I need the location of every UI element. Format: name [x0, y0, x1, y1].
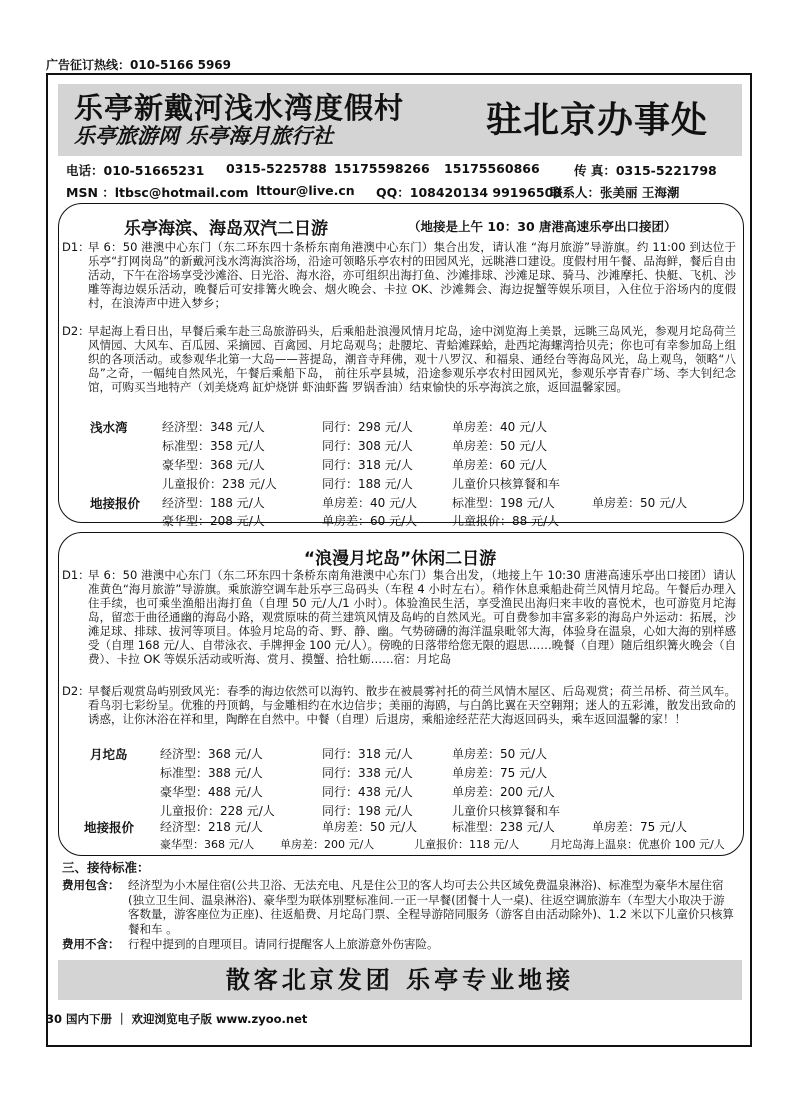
price-cell: 同行：298 元/人	[322, 420, 413, 434]
includes-label: 费用包含：	[62, 878, 120, 892]
price-cell: 月坨岛海上温泉：优惠价 100 元/人	[550, 838, 725, 851]
price-cell: 儿童报价：118 元/人	[414, 838, 520, 851]
tour2-day1-text: 早 6：50 港澳中心东门（东二环东四十条桥东南角港澳中心东门）集合出发，（地接上午 10:30 唐港高速乐亭出口接团）请认准黄色“海月旅游”导游旗。乘旅游空调车赴乐亭三岛码头（车程 4 小时左右）。稍作休息乘船赴荷兰风情月坨岛。午餐后办理入住手续，也可乘坐渔船出海打鱼（自理 50 元/人/1 小时）。体验渔民生活，享受渔民出海归来丰收的喜悦术，也可游览月坨海岛，留恋于曲径通幽的海岛小路，观赏原味的荷兰建筑风情及岛屿的自然风光。可自费参加丰富多彩的海岛户外运动：拓展，沙滩足球、排球、拔河等项目。体验月坨岛的奇、野、静、幽。气势磅礴的海洋温泉毗邻大海，体验身在温泉，心如大海的别样感受（自理 168 元/人、自带泳衣、手牌押金 100 元/人）。傍晚的日落带给您无限的遐思……晚餐（自理）随后组织篝火晚会（自费）、卡拉 OK 等娱乐活动或听海、赏月、摸蟹、拾牡蛎……宿：月坨岛	[88, 568, 736, 666]
contact-phone-row	[66, 161, 746, 177]
price-cell: 单房差：40 元/人	[452, 420, 548, 434]
price-cell: 单房差：60 元/人	[452, 458, 548, 472]
price-cell: 单房差：50 元/人	[452, 439, 548, 453]
price-cell: 标准型：238 元/人	[452, 820, 555, 834]
excludes-label: 费用不含：	[62, 937, 120, 951]
tour1-day1-text: 早 6：50 港澳中心东门（东二环东四十条桥东南角港澳中心东门）集合出发，请认准 “海月旅游”导游旗。约 11:00 到达位于乐亭“打网岗岛”的新戴河浅水湾海滨浴场，沿途可领略乐亭农村的田园风光，远眺港口建设。度假村用午餐、品海鲜，餐后自由活动，下午在浴场享受沙滩浴、日光浴、海水浴，亦可组织出海打鱼、沙滩排球、沙滩足球、骑马、沙滩摩托、快艇、飞机、沙雕等海边娱乐活动，晚餐后可安排篝火晚会、烟火晚会、卡拉 OK、沙滩舞会、海边捉蟹等娱乐项目，入住位于浴场内的度假村，在浪涛声中进入梦乡；	[88, 240, 736, 310]
price-cell: 同行：318 元/人	[322, 458, 413, 472]
price-cell: 单房差：60 元/人	[322, 514, 418, 528]
price-cell: 单房差：75 元/人	[452, 766, 548, 780]
slogan-text: 散客北京发团 乐亭专业地接	[225, 965, 575, 994]
price-cell: 单房差：50 元/人	[592, 496, 688, 510]
price-cell: 同行：438 元/人	[322, 785, 413, 799]
price-cell: 同行：308 元/人	[322, 439, 413, 453]
phone-2: 0315-5225788	[226, 161, 327, 176]
resort-name: 乐亭新戴河浅水湾度假村	[74, 91, 405, 125]
price-cell: 同行：338 元/人	[322, 766, 413, 780]
price-cell: 经济型：188 元/人	[162, 496, 265, 510]
price-cell: 单房差：40 元/人	[322, 496, 418, 510]
excludes-text: 行程中提到的自理项目。请同行提醒客人上旅游意外伤害险。	[128, 937, 439, 951]
tour1-place: 浅水湾	[90, 420, 128, 435]
price-cell: 单房差：200 元/人	[280, 838, 375, 851]
price-cell: 儿童报价：228 元/人	[160, 804, 275, 818]
tour1-d2-label: D2：	[62, 324, 90, 338]
fax-number: 传 真：0315-5221798	[574, 163, 717, 178]
agency-names: 乐亭旅游网 乐亭海月旅行社	[74, 123, 334, 148]
price-cell: 经济型：218 元/人	[160, 820, 263, 834]
ad-hotline: 广告征订热线：010-5166 5969	[46, 58, 232, 72]
tour2-d1-label: D1：	[62, 568, 90, 582]
price-cell: 同行：318 元/人	[322, 747, 413, 761]
price-cell: 豪华型：368 元/人	[162, 458, 265, 472]
price-cell: 儿童报价：238 元/人	[162, 477, 277, 491]
tour2-d2-label: D2：	[62, 684, 90, 698]
msn-address: MSN ：ltbsc@hotmail.com	[66, 185, 249, 200]
phone-4: 15175560866	[444, 161, 540, 176]
price-cell: 儿童价只核算餐和车	[452, 804, 561, 818]
tour1-pickup-note: （地接是上午 10：30 唐港高速乐亭出口接团）	[408, 219, 677, 234]
price-cell: 儿童价只核算餐和车	[452, 477, 561, 491]
price-cell: 单房差：200 元/人	[452, 785, 555, 799]
tour2-title: “浪漫月坨岛”休闲二日游	[303, 549, 497, 569]
price-cell: 标准型：358 元/人	[162, 439, 265, 453]
price-cell: 单房差：50 元/人	[322, 820, 418, 834]
price-cell: 儿童报价：88 元/人	[452, 514, 560, 528]
price-cell: 经济型：368 元/人	[160, 747, 263, 761]
email-address: lttour@live.cn	[256, 183, 355, 198]
price-cell: 标准型：198 元/人	[452, 496, 555, 510]
price-cell: 豪华型：488 元/人	[160, 785, 263, 799]
tour2-local-label: 地接报价	[84, 820, 135, 835]
price-cell: 豪华型：368 元/人	[160, 838, 255, 851]
price-cell: 豪华型：208 元/人	[162, 514, 265, 528]
tour2-place: 月坨岛	[90, 747, 128, 762]
tour2-day2-text: 早餐后观赏岛屿别致风光：春季的海边依然可以海钓、散步在被晨雾衬托的荷兰风情木屋区、后岛观赏；荷兰吊桥、荷兰风车。看鸟羽七彩纷呈。优雅的丹顶鹤，与金雕相约在水边信步；美丽的海鸥，与白鸽比翼在天空翱翔；迷人的五彩滩，散发出致命的诱惑，让你沐浴在祥和里，陶醉在自然中。中餐（自理）后退房，乘船途经茫茫大海返回码头，乘车返回温馨的家！！	[88, 684, 736, 726]
price-cell: 单房差：50 元/人	[452, 747, 548, 761]
standards-heading: 三、接待标准：	[62, 860, 150, 875]
beijing-office-title: 驻北京办事处	[486, 99, 709, 141]
includes-text: 经济型为小木屋住宿(公共卫浴、无法充电、凡是住公卫的客人均可去公共区域免费温泉淋浴)、标准型为豪华木屋住宿(独立卫生间、温泉淋浴)、豪华型为联体别墅标准间.一正一早餐(团餐十人一桌)、往返空调旅游车（车型大小取决于游客数量，游客座位为正座)、往返船费、月坨岛门票、全程导游陪同服务（游客自由活动除外)、1.2 米以下儿童价只核算餐和车 。	[128, 878, 734, 936]
contact-online-row	[66, 183, 746, 199]
tour1-local-label: 地接报价	[90, 496, 141, 511]
page-footer: 30 国内下册 ｜ 欢迎浏览电子版 www.zyoo.net	[46, 1012, 308, 1026]
price-cell: 单房差：75 元/人	[592, 820, 688, 834]
price-cell: 经济型：348 元/人	[162, 420, 265, 434]
tour1-title: 乐亭海滨、海岛双汽二日游	[124, 219, 328, 239]
price-cell: 同行：198 元/人	[322, 804, 413, 818]
price-cell: 同行：188 元/人	[322, 477, 413, 491]
qq-numbers: QQ：108420134 99196508	[376, 185, 562, 200]
price-cell: 标准型：388 元/人	[160, 766, 263, 780]
tour1-day2-text: 早起海上看日出，早餐后乘车赴三岛旅游码头，后乘船赴浪漫风情月坨岛，途中浏览海上美景，远眺三岛风光，参观月坨岛荷兰风情园、大风车、百瓜园、采摘园、百禽园、月坨岛观鸟；赴腰坨、青蛤滩踩蛤，赴西坨海螺湾拾贝壳；你也可有幸参加岛上组织的各项活动。或参观华北第一大岛——菩提岛，潮音寺拜佛，观十八罗汉、和福泉、通经台等海岛风光，岛上观鸟，领略“八岛”之奇，一幅纯自然风光，午餐后乘船下岛， 前往乐亭县城，沿途参观乐亭农村田园风光，参观乐亭青春广场、李大钊纪念馆，可购买当地特产（刘美烧鸡 缸炉烧饼 虾油虾酱 罗锅香油）结束愉快的乐亭海滨之旅，返回温馨家园。	[88, 324, 736, 394]
contact-person: 联系人：张美丽 王海潮	[550, 185, 680, 200]
phone-3: 15175598266	[334, 161, 430, 176]
phone-main: 电话：010-51665231	[66, 163, 205, 178]
tour1-d1-label: D1：	[62, 240, 90, 254]
